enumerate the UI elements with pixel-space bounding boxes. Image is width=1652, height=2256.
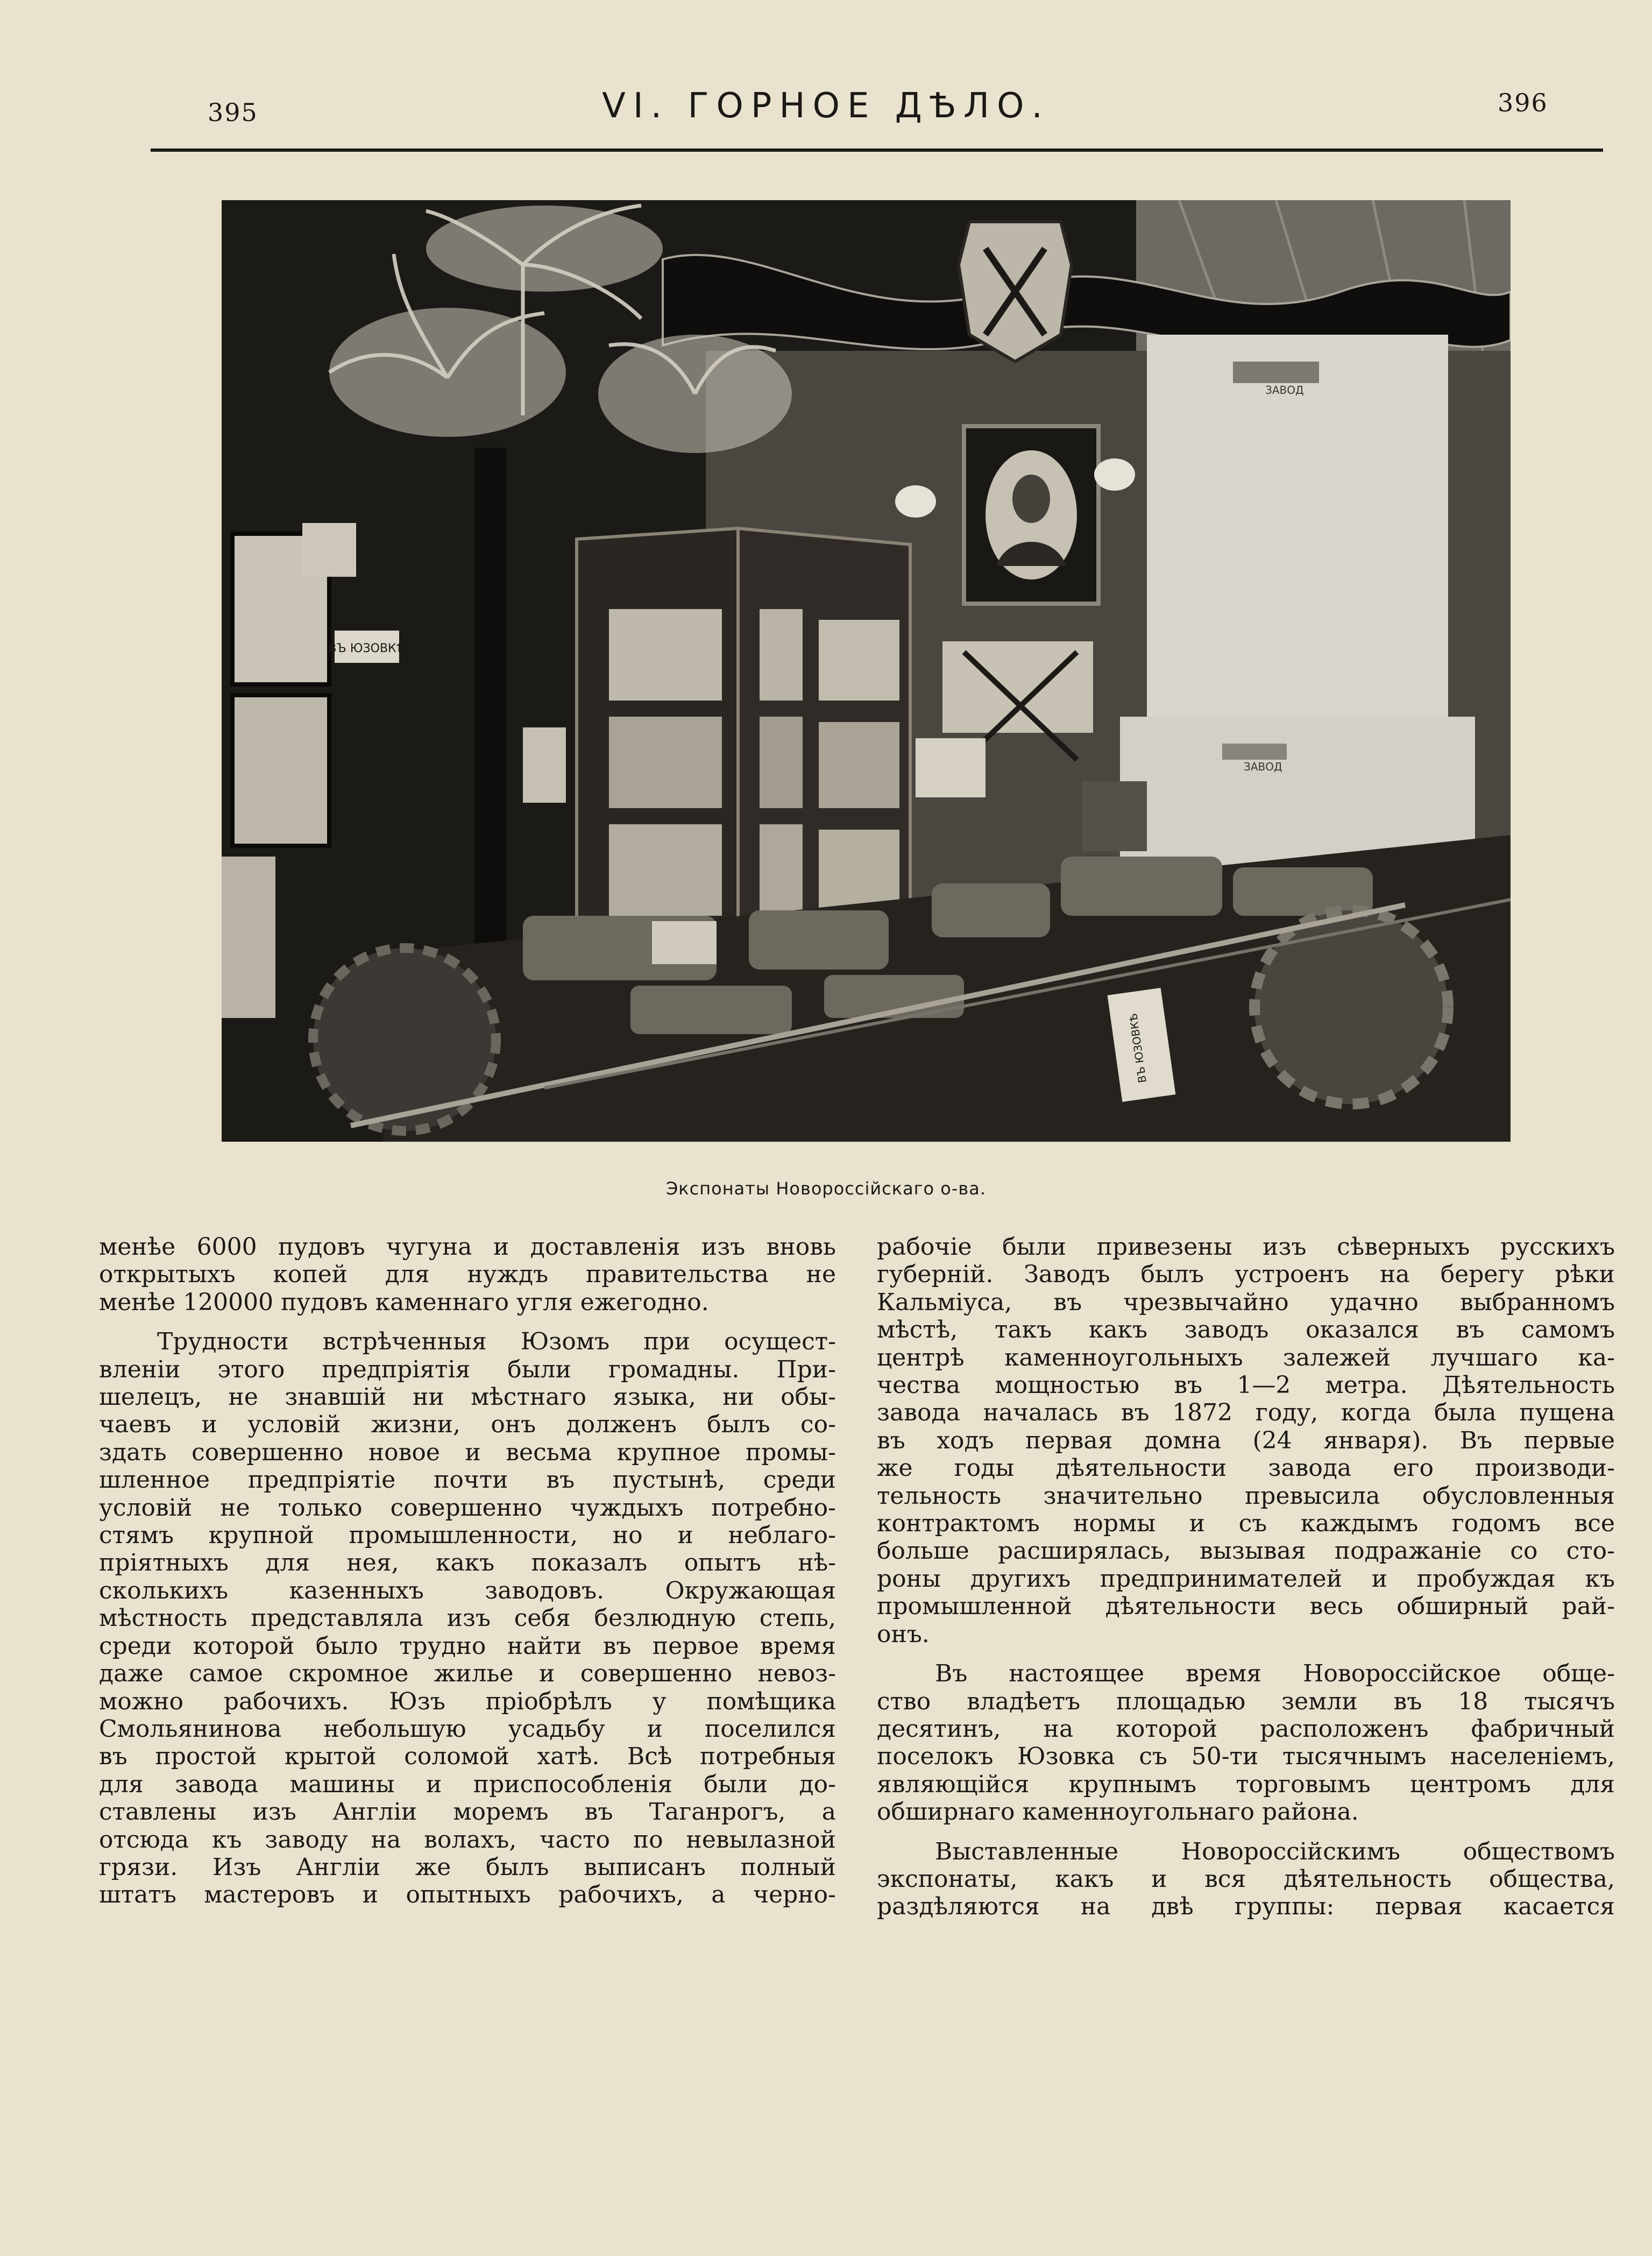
- text-line: среди которой было трудно найти въ первое время: [99, 1632, 836, 1660]
- text-line: менѣе 120000 пудовъ каменнаго угля ежегодно.: [99, 1288, 709, 1316]
- text-line: можно рабочихъ. Юзъ пріобрѣлъ у помѣщика: [99, 1687, 836, 1715]
- text-line: рабочіе были привезены изъ сѣверныхъ русскихъ: [877, 1233, 1615, 1261]
- text-line: контрактомъ нормы и съ каждымъ годомъ все: [877, 1510, 1615, 1538]
- text-line: раздѣляются на двѣ группы: первая касается: [877, 1893, 1615, 1921]
- text-line: отсюда къ заводу на волахъ, часто по невылазной: [99, 1826, 836, 1854]
- text-line: больше расширялась, вызывая подражаніе со сто-: [877, 1537, 1615, 1565]
- text-line: обширнаго каменноугольнаго района.: [877, 1798, 1359, 1826]
- text-line: открытыхъ копей для нуждъ правительства не: [99, 1261, 836, 1289]
- paragraph-gap: [877, 1826, 1615, 1838]
- text-line: въ ходъ первая домна (24 января). Въ первые: [877, 1426, 1615, 1454]
- text-line: являющійся крупнымъ торговымъ центромъ для: [877, 1770, 1615, 1798]
- text-line: десятинъ, на которой расположенъ фабричный: [877, 1715, 1615, 1743]
- paragraph-gap: [877, 1648, 1615, 1660]
- text-line: менѣе 6000 пудовъ чугуна и доставленія изъ вновь: [99, 1233, 836, 1261]
- text-line: Трудности встрѣченныя Юзомъ при осущест-: [157, 1328, 836, 1356]
- text-line: мѣстность представляла изъ себя безлюдную степь,: [99, 1604, 836, 1632]
- text-line: Въ настоящее время Новороссійское обще-: [935, 1660, 1615, 1688]
- text-line: ство владѣетъ площадью земли въ 18 тысячъ: [877, 1687, 1615, 1715]
- board-title: ЗАВОД: [1244, 760, 1282, 773]
- text-line: промышленной дѣятельности весь обширный рай-: [877, 1593, 1615, 1621]
- text-column-left: [99, 1233, 836, 1909]
- text-line: вленіи этого предпріятія были громадны. При-: [99, 1355, 836, 1383]
- text-line: завода началась въ 1872 году, когда была пущена: [877, 1399, 1615, 1427]
- text-line: штатъ мастеровъ и опытныхъ рабочихъ, а черно-: [99, 1881, 836, 1909]
- text-line: губерній. Заводъ былъ устроенъ на берегу рѣки: [877, 1261, 1615, 1289]
- page-number-left: 395: [208, 98, 258, 127]
- text-line: шленное предпріятіе почти въ пустынѣ, среди: [99, 1466, 836, 1494]
- text-line: для завода машины и приспособленія были до-: [99, 1770, 836, 1798]
- display-screen: [577, 528, 910, 943]
- board-title: ЗАВОД: [1265, 384, 1304, 397]
- text-line: чаевъ и условій жизни, онъ долженъ былъ со-: [99, 1411, 836, 1439]
- text-line: Выставленные Новороссійскимъ обществомъ: [935, 1837, 1615, 1865]
- text-line: грязи. Изъ Англіи же былъ выписанъ полный: [99, 1853, 836, 1881]
- text-line: роны другихъ предпринимателей и пробуждая къ: [877, 1565, 1615, 1593]
- sign-text: ВЪ ЮЗОВКѢ: [328, 642, 406, 655]
- sign-text: ВЪ ЮЗОВКѢ: [1126, 1012, 1150, 1084]
- text-line: чества мощностью въ 1—2 метра. Дѣятельность: [877, 1371, 1615, 1399]
- text-line: ставлены изъ Англіи моремъ въ Таганрогъ, а: [99, 1798, 836, 1826]
- text-line: мѣстѣ, такъ какъ заводъ оказался въ самомъ: [877, 1316, 1615, 1344]
- exhibit-photograph: [222, 200, 1511, 1142]
- text-line: центрѣ каменноугольныхъ залежей лучшаго ка-: [877, 1343, 1615, 1371]
- text-line: сколькихъ казенныхъ заводовъ. Окружающая: [99, 1576, 836, 1604]
- text-line: Смольянинова небольшую усадьбу и поселился: [99, 1715, 836, 1743]
- page-number-right: 396: [1498, 88, 1548, 117]
- text-line: Кальміуса, въ чрезвычайно удачно выбранномъ: [877, 1288, 1615, 1316]
- figure-caption: Экспонаты Новороссійскаго о-ва.: [665, 1178, 987, 1199]
- text-column-right: [877, 1233, 1615, 1921]
- header-rule: [151, 148, 1603, 152]
- text-line: же годы дѣятельности завода его производи-: [877, 1454, 1615, 1482]
- paragraph-gap: [99, 1316, 836, 1328]
- text-line: условій не только совершенно чуждыхъ потребно-: [99, 1494, 836, 1522]
- text-line: шелецъ, не знавшій ни мѣстнаго языка, ни обы-: [99, 1383, 836, 1411]
- text-line: даже самое скромное жилье и совершенно невоз-: [99, 1660, 836, 1688]
- running-head: VI. ГОРНОЕ ДѢЛО.: [602, 86, 1050, 126]
- text-line: поселокъ Юзовка съ 50-ти тысячнымъ населеніемъ,: [877, 1743, 1615, 1771]
- text-line: пріятныхъ для нея, какъ показалъ опытъ нѣ-: [99, 1549, 836, 1577]
- text-line: онъ.: [877, 1620, 930, 1648]
- text-line: стямъ крупной промышленности, но и неблаго-: [99, 1522, 836, 1550]
- text-line: экспонаты, какъ и вся дѣятельность общества,: [877, 1865, 1615, 1893]
- text-line: здать совершенно новое и весьма крупное промы-: [99, 1438, 836, 1466]
- text-line: тельность значительно превысила обусловленныя: [877, 1482, 1615, 1510]
- text-line: въ простой крытой соломой хатѣ. Всѣ потребныя: [99, 1743, 836, 1771]
